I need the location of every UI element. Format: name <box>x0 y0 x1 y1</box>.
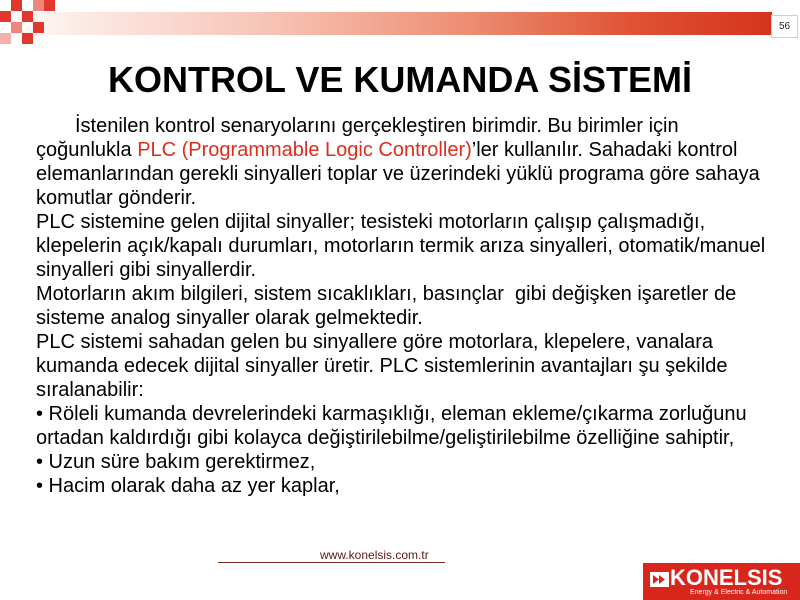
plc-line-prefix: çoğunlukla <box>36 139 138 161</box>
body-line: komutlar gönderir. <box>36 187 197 209</box>
konelsis-logo-icon <box>650 572 669 587</box>
body-line: Motorların akım bilgileri, sistem sıcaklıkları, basınçlar gibi değişken işaretler de <box>36 283 737 305</box>
body-line: sıralanabilir: <box>36 379 144 401</box>
body-text <box>36 114 796 498</box>
logo-square <box>44 0 55 11</box>
plc-line-suffix: ’ler kullanılır. Sahadaki kontrol <box>471 139 738 161</box>
body-line: elemanlarından gerekli sinyalleri toplar ve üzerindeki yüklü programa göre sahaya <box>36 163 760 185</box>
body-line: kumanda edecek dijital sinyaller üretir. PLC sistemlerinin avantajları şu şekilde <box>36 355 728 377</box>
checker-logo-icon <box>0 0 56 46</box>
body-line: sinyalleri gibi sinyallerdir. <box>36 259 257 281</box>
logo-square <box>33 22 44 33</box>
body-line: İstenilen kontrol senaryolarını gerçekleştiren birimdir. Bu birimler için <box>75 115 679 137</box>
body-line: ortadan kaldırdığı gibi kolayca değiştirilebilme/geliştirilebilme özelliğine sahiptir, <box>36 427 735 449</box>
brand-block <box>643 563 800 600</box>
body-line: sisteme analog sinyaller olarak gelmektedir. <box>36 307 423 329</box>
plc-highlight-text: PLC (Programmable Logic Controller) <box>137 139 472 161</box>
logo-square <box>22 11 33 22</box>
page-number: 56 <box>771 15 798 38</box>
body-line-plc <box>36 138 796 162</box>
body-line: PLC sistemine gelen dijital sinyaller; tesisteki motorların çalışıp çalışmadığı, <box>36 211 706 233</box>
bullet-line: • Röleli kumanda devrelerindeki karmaşıklığı, eleman ekleme/çıkarma zorluğunu <box>36 403 747 425</box>
brand-name: KONELSIS <box>670 565 783 590</box>
logo-square <box>0 33 11 44</box>
logo-square <box>0 11 11 22</box>
brand-tagline: Energy & Electric & Automation <box>690 589 788 596</box>
website-url: www.konelsis.com.tr <box>320 548 429 562</box>
logo-square <box>11 22 22 33</box>
bullet-line: • Uzun süre bakım gerektirmez, <box>36 451 316 473</box>
logo-square <box>33 0 44 11</box>
body-line: PLC sistemi sahadan gelen bu sinyallere göre motorlara, klepelere, vanalara <box>36 331 714 353</box>
logo-square <box>22 33 33 44</box>
body-line: klepelerin açık/kapalı durumları, motorların termik arıza sinyalleri, otomatik/manuel <box>36 235 766 257</box>
slide-title: KONTROL VE KUMANDA SİSTEMİ <box>107 59 692 100</box>
logo-square <box>11 0 22 11</box>
footer-divider <box>218 562 445 563</box>
header-gradient-bar <box>0 12 772 35</box>
bullet-line: • Hacim olarak daha az yer kaplar, <box>36 475 340 497</box>
